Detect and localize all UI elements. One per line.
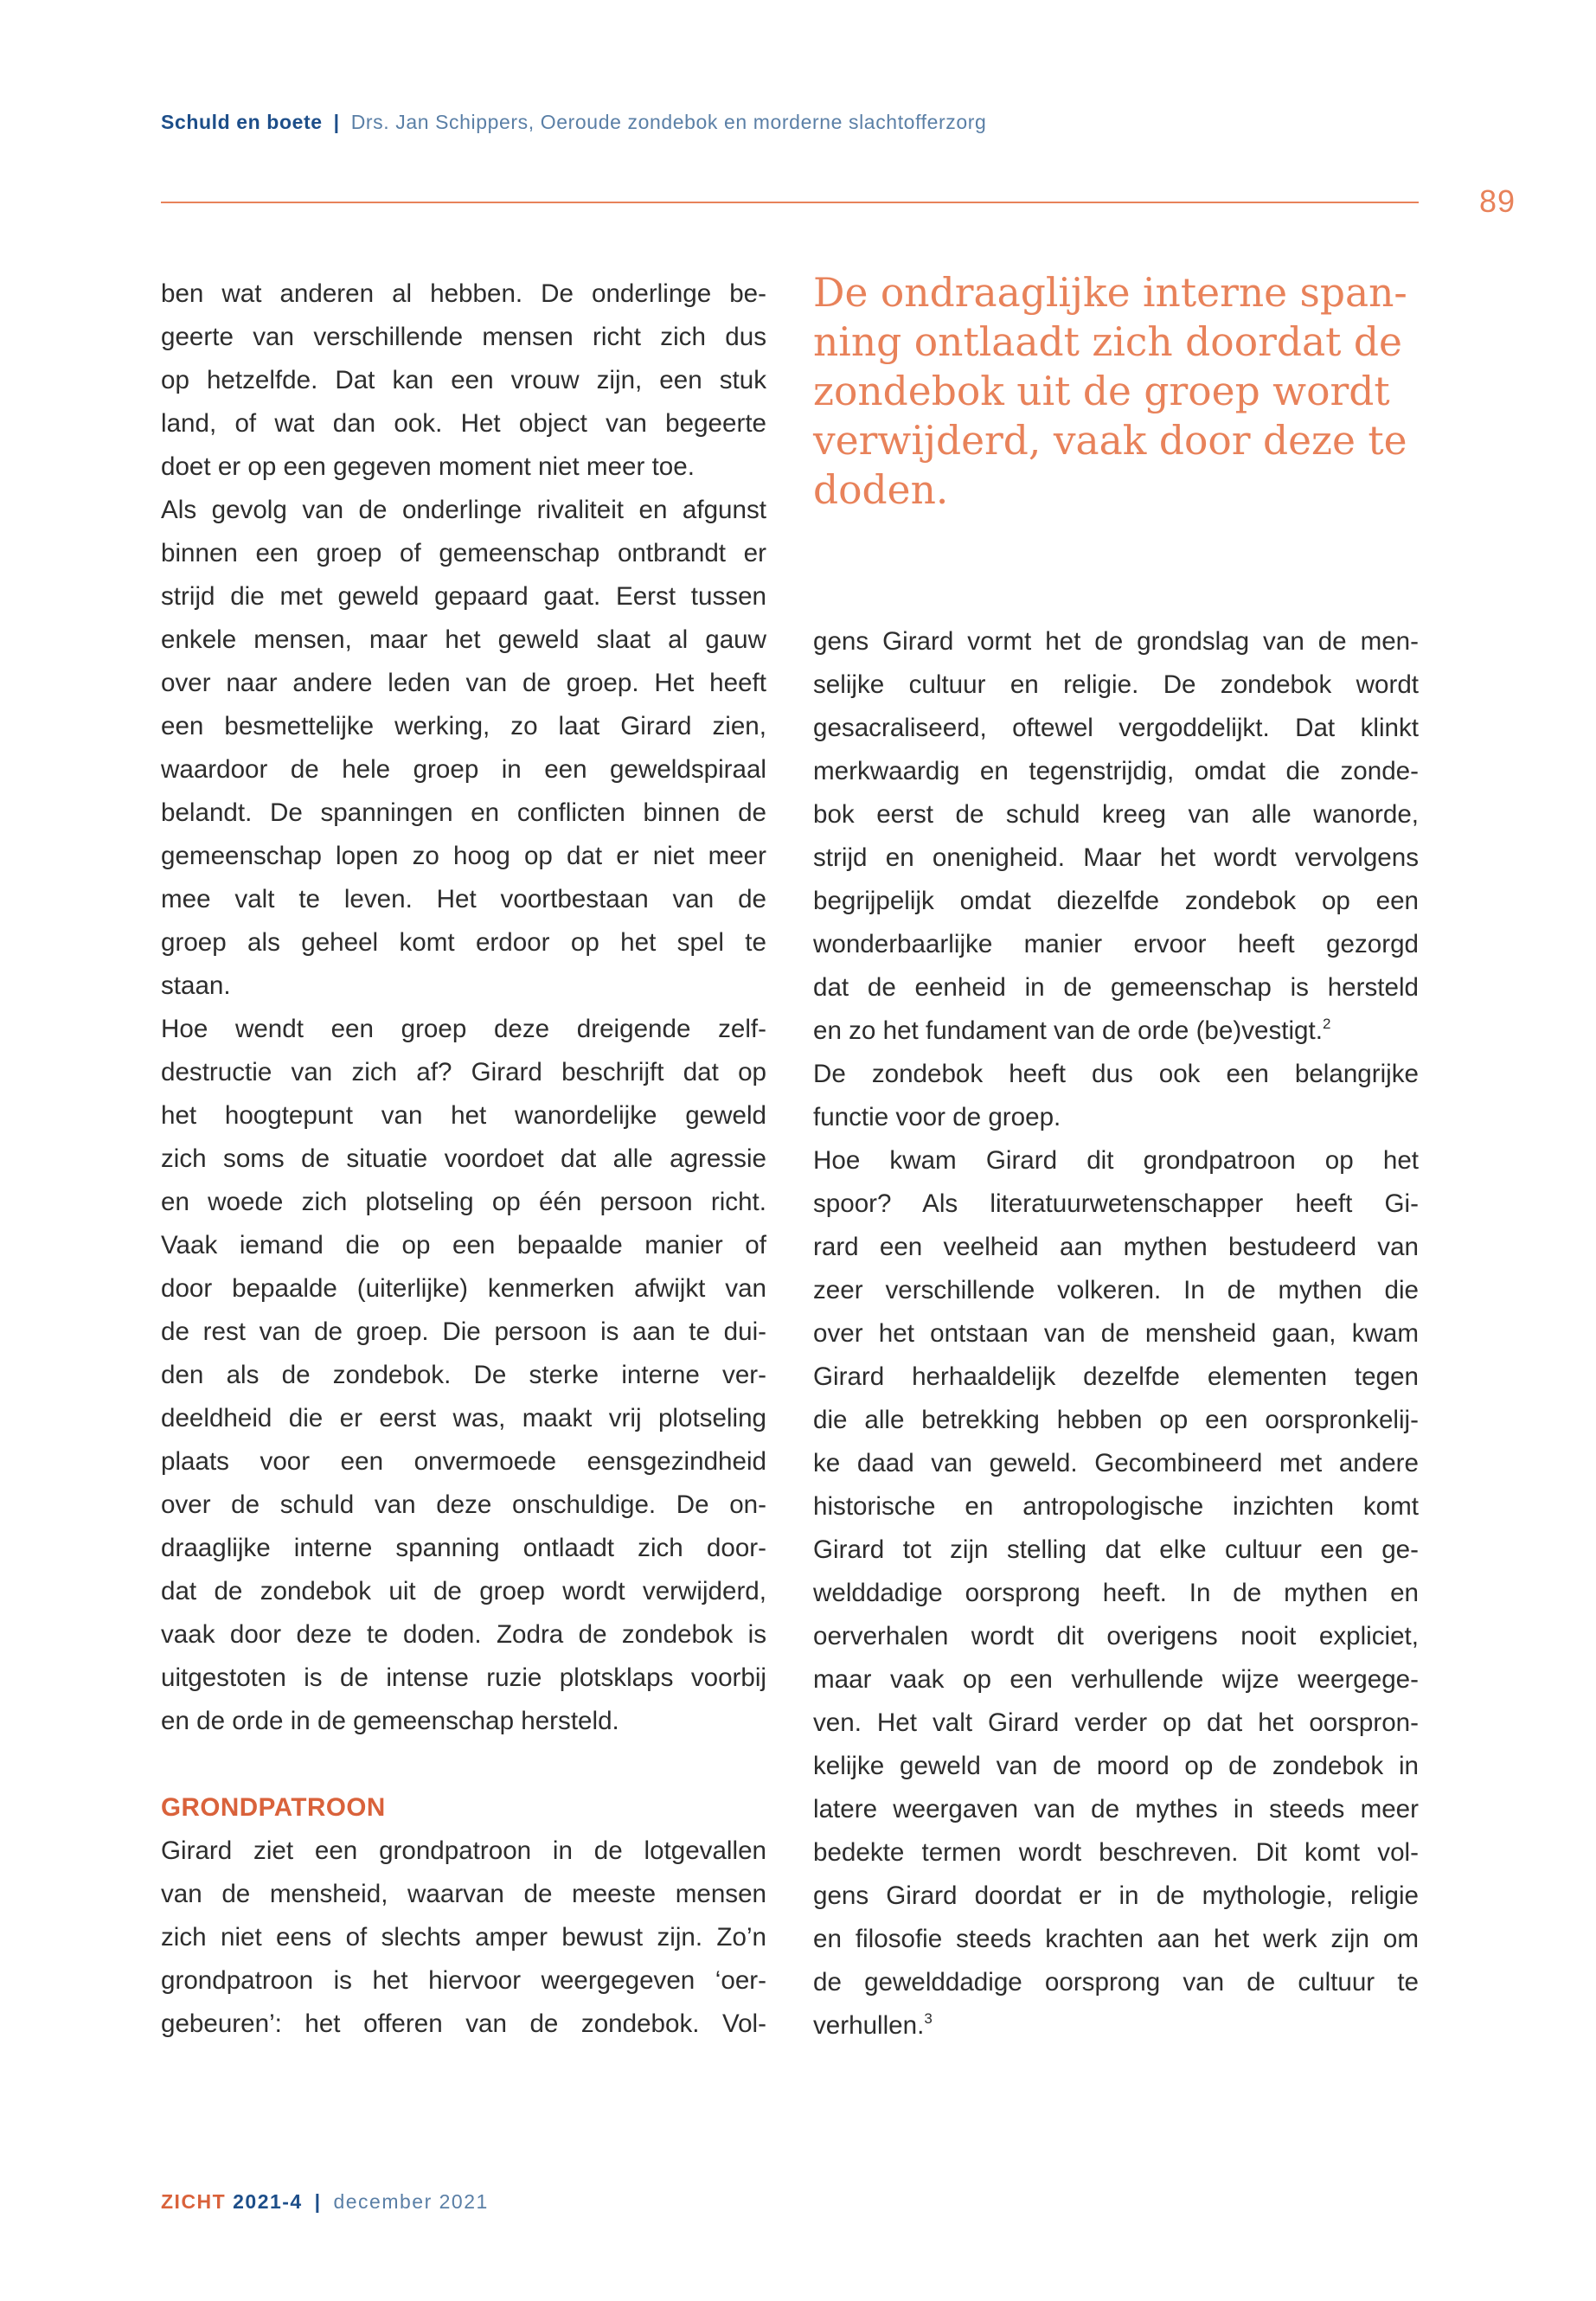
pull-quote-line: doden.	[813, 467, 949, 513]
page-number: 89	[1479, 183, 1516, 219]
text-line: en filosofie steeds krachten aan het werk zijn om	[813, 1925, 1419, 1953]
pull-quote-line: verwijderd, vaak door deze te	[813, 418, 1407, 464]
text-line: Als gevolg van de onderlinge rivaliteit en afgunst	[161, 496, 766, 524]
text-line: strijd die met geweld gepaard gaat. Eerst tussen	[161, 582, 766, 611]
text-line: land, of wat dan ook. Het object van begeerte	[161, 409, 766, 438]
text-line: gemeenschap lopen zo hoog op dat er niet meer	[161, 842, 766, 870]
text-line: draaglijke interne spanning ontlaadt zich door-	[161, 1534, 766, 1562]
text-line: zeer verschillende volkeren. In de mythen die	[813, 1276, 1419, 1304]
text-line: maar vaak op een verhullende wijze weergege-	[813, 1665, 1419, 1694]
text-line: Vaak iemand die op een bepaalde manier of	[161, 1231, 766, 1259]
issue-date: december 2021	[333, 2190, 489, 2213]
text-line: ben wat anderen al hebben. De onderlinge be-	[161, 279, 766, 308]
paragraph	[161, 1830, 766, 2046]
paragraph	[161, 1008, 766, 1743]
pull-quote-line: zondebok uit de groep wordt	[813, 369, 1390, 414]
text-line: en de orde in de gemeenschap hersteld.	[161, 1707, 619, 1735]
text-line: Girard herhaaldelijk dezelfde elementen tegen	[813, 1362, 1419, 1391]
text-line: kelijke geweld van de moord op de zondebok in	[813, 1752, 1419, 1780]
text-line: de rest van de groep. Die persoon is aan te dui-	[161, 1317, 766, 1346]
text-line: door bepaalde (uiterlijke) kenmerken afwijkt van	[161, 1274, 766, 1303]
text-line: binnen een groep of gemeenschap ontbrandt er	[161, 539, 766, 567]
text-line: historische en antropologische inzichten komt	[813, 1492, 1419, 1521]
text-fragment: verhullen.	[813, 2011, 925, 2040]
text-line: staan.	[161, 971, 231, 1000]
text-line: geerte van verschillende mensen richt zich dus	[161, 323, 766, 351]
pull-quote	[813, 268, 1436, 515]
text-line: deeldheid die er eerst was, maakt vrij plotseling	[161, 1404, 766, 1433]
text-line: plaats voor een onvermoede eensgezindheid	[161, 1447, 766, 1476]
text-line: doet er op een gegeven moment niet meer toe.	[161, 452, 695, 481]
text-line: belandt. De spanningen en conflicten binnen de	[161, 798, 766, 827]
text-line: bedekte termen wordt beschreven. Dit komt vol-	[813, 1838, 1419, 1867]
text-line: Girard ziet een grondpatroon in de lotgevallen	[161, 1836, 766, 1865]
text-line: destructie van zich af? Girard beschrijft dat op	[161, 1058, 766, 1086]
running-header	[161, 111, 986, 134]
text-line: enkele mensen, maar het geweld slaat al gauw	[161, 625, 766, 654]
section-title: Schuld en boete	[161, 111, 323, 133]
magazine-name: ZICHT	[161, 2190, 227, 2213]
issue-number: 2021-4	[233, 2190, 303, 2213]
text-line: van de mensheid, waarvan de meeste mensen	[161, 1880, 766, 1908]
text-line: een besmettelijke werking, zo laat Girard zien,	[161, 712, 766, 740]
text-line: spoor? Als literatuurwetenschapper heeft Gi-	[813, 1189, 1419, 1218]
paragraph	[813, 1139, 1419, 2048]
text-line: Girard tot zijn stelling dat elke cultuur een ge-	[813, 1535, 1419, 1564]
text-line: gens Girard doordat er in de mythologie, religie	[813, 1881, 1419, 1910]
text-line: grondpatroon is het hiervoor weergegeven ‘oer-	[161, 1966, 766, 1995]
text-line: over het ontstaan van de mensheid gaan, kwam	[813, 1319, 1419, 1348]
text-line: over de schuld van deze onschuldige. De on-	[161, 1490, 766, 1519]
text-line: rard een veelheid aan mythen bestudeerd van	[813, 1233, 1419, 1261]
text-line: merkwaardig en tegenstrijdig, omdat die zonde-	[813, 757, 1419, 785]
text-line: latere weergaven van de mythes in steeds meer	[813, 1795, 1419, 1823]
text-line: Hoe kwam Girard dit grondpatroon op het	[813, 1146, 1419, 1175]
section-heading: GRONDPATROON	[161, 1793, 386, 1822]
left-column	[161, 272, 766, 2046]
paragraph	[161, 272, 766, 489]
text-line: oerverhalen wordt dit overigens nooit expliciet,	[813, 1622, 1419, 1650]
footnote-ref: 3	[924, 2010, 933, 2027]
text-line: welddadige oorsprong heeft. In de mythen en	[813, 1579, 1419, 1607]
text-line: en woede zich plotseling op één persoon richt.	[161, 1188, 766, 1216]
text-line	[813, 2004, 1419, 2048]
text-line: dat de zondebok uit de groep wordt verwijderd,	[161, 1577, 766, 1606]
text-line: dat de eenheid in de gemeenschap is hersteld	[813, 973, 1419, 1002]
text-line: die alle betrekking hebben op een oorspronkelij-	[813, 1406, 1419, 1434]
text-line: strijd en onenigheid. Maar het wordt vervolgens	[813, 843, 1419, 872]
text-line: vaak door deze te doden. Zodra de zondebok is	[161, 1620, 766, 1649]
paragraph	[161, 489, 766, 1008]
text-line: bok eerst de schuld kreeg van alle wanorde,	[813, 800, 1419, 829]
text-line: ke daad van geweld. Gecombineerd met andere	[813, 1449, 1419, 1477]
footnote-ref: 2	[1322, 1016, 1331, 1032]
paragraph	[813, 620, 1419, 1139]
text-line: zich soms de situatie voordoet dat alle agressie	[161, 1144, 766, 1173]
header-rule	[161, 202, 1419, 203]
text-line: den als de zondebok. De sterke interne ver-	[161, 1361, 766, 1389]
text-line	[813, 1009, 1419, 1053]
pull-quote-line: ning ontlaadt zich doordat de	[813, 319, 1402, 365]
text-line: gesacraliseerd, oftewel vergoddelijkt. Dat klinkt	[813, 714, 1419, 742]
text-line: uitgestoten is de intense ruzie plotsklaps voorbij	[161, 1663, 766, 1692]
text-line: begrijpelijk omdat diezelfde zondebok op een	[813, 887, 1419, 915]
text-line: de gewelddadige oorsprong van de cultuur te	[813, 1968, 1419, 1997]
text-line: het hoogtepunt van het wanordelijke geweld	[161, 1101, 766, 1130]
text-line: mee valt te leven. Het voortbestaan van de	[161, 885, 766, 913]
text-line: wonderbaarlijke manier ervoor heeft gezorgd	[813, 930, 1419, 958]
text-line: De zondebok heeft dus ook een belangrijke	[813, 1060, 1419, 1088]
spacer	[161, 1743, 766, 1786]
text-line: groep als geheel komt erdoor op het spel te	[161, 928, 766, 957]
text-line: ven. Het valt Girard verder op dat het oorspron-	[813, 1708, 1419, 1737]
footer-separator: |	[314, 2190, 322, 2213]
text-line: gebeuren’: het offeren van de zondebok. Vol-	[161, 2009, 766, 2038]
text-line: op hetzelfde. Dat kan een vrouw zijn, een stuk	[161, 366, 766, 394]
header-separator: |	[333, 111, 340, 133]
text-line: gens Girard vormt het de grondslag van de men-	[813, 627, 1419, 656]
article-title: Drs. Jan Schippers, Oeroude zondebok en morderne slachtofferzorg	[350, 111, 987, 133]
text-line: selijke cultuur en religie. De zondebok wordt	[813, 670, 1419, 699]
text-fragment: en zo het fundament van de orde (be)vestigt.	[813, 1016, 1323, 1045]
text-line: zich niet eens of slechts amper bewust zijn. Zo’n	[161, 1923, 766, 1952]
text-line: functie voor de groep.	[813, 1103, 1061, 1131]
text-line: waardoor de hele groep in een geweldspiraal	[161, 755, 766, 784]
pull-quote-line: De ondraaglijke interne span-	[813, 270, 1407, 316]
right-column	[813, 620, 1419, 2048]
text-line: Hoe wendt een groep deze dreigende zelf-	[161, 1015, 766, 1043]
text-line: over naar andere leden van de groep. Het heeft	[161, 669, 766, 697]
footer	[161, 2190, 489, 2214]
